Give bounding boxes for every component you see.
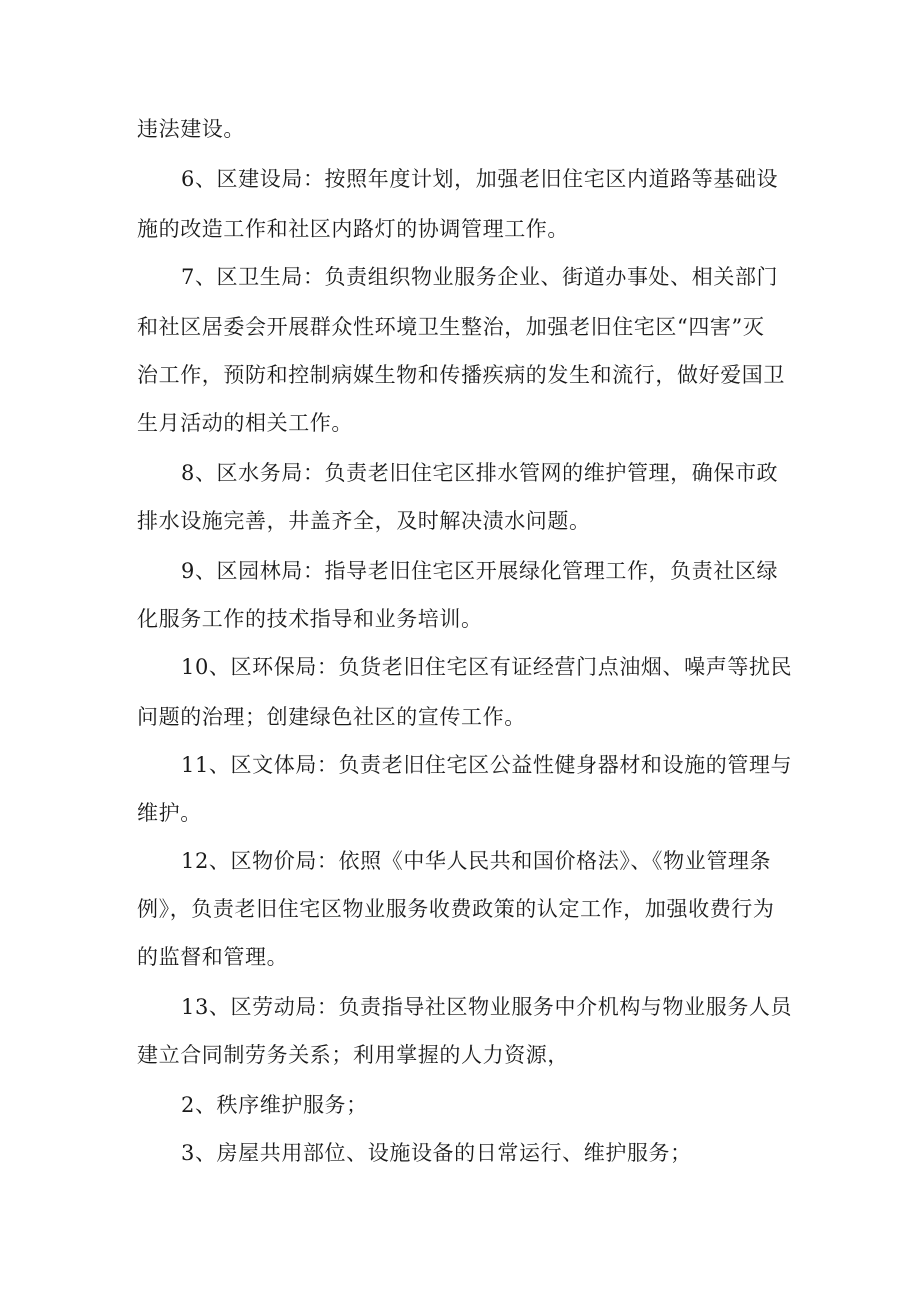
paragraph-9-line-1: 9、区园林局：指导老旧住宅区开展绿化管理工作，负责社区绿 [181, 559, 779, 583]
paragraph-8-line-2: 排水设施完善，井盖齐全，及时解决渍水问题。 [137, 509, 591, 533]
paragraph-9-line-2: 化服务工作的技术指导和业务培训。 [137, 607, 483, 631]
paragraph-8-line-1: 8、区水务局：负责老旧住宅区排水管网的维护管理，确保市政 [181, 461, 779, 485]
paragraph-7-line-2: 和社区居委会开展群众性环境卫生整治，加强老旧住宅区“四害”灭 [137, 315, 765, 339]
list-item-3: 3、房屋共用部位、设施设备的日常运行、维护服务； [181, 1141, 692, 1165]
paragraph-10-line-1: 10、区环保局：负货老旧住宅区有证经营门点油烟、噪声等扰民 [181, 655, 793, 679]
paragraph-12-line-1: 12、区物价局：依照《中华人民共和国价格法》、《物业管理条 [181, 849, 772, 873]
list-item-2: 2、秩序维护服务； [181, 1093, 368, 1117]
paragraph-12-line-3: 的监督和管理。 [137, 945, 289, 969]
paragraph-11-line-2: 维护。 [137, 801, 202, 825]
text-line: 违法建设。 [137, 117, 245, 141]
paragraph-13-line-2: 建立合同制劳务关系；利用掌握的人力资源， [137, 1043, 569, 1067]
paragraph-6-line-1: 6、区建设局：按照年度计划，加强老旧住宅区内道路等基础设 [181, 167, 779, 191]
paragraph-7-line-4: 生月活动的相关工作。 [137, 411, 353, 435]
paragraph-10-line-2: 问题的治理；创建绿色社区的宣传工作。 [137, 705, 526, 729]
paragraph-13-line-1: 13、区劳动局：负责指导社区物业服务中介机构与物业服务人员 [181, 995, 793, 1019]
paragraph-12-line-2: 例》，负责老旧住宅区物业服务收费政策的认定工作，加强收费行为 [137, 897, 775, 921]
paragraph-6-line-2: 施的改造工作和社区内路灯的协调管理工作。 [137, 217, 569, 241]
paragraph-7-line-3: 治工作，预防和控制病媒生物和传播疾病的发生和流行，做好爱国卫 [137, 363, 785, 387]
paragraph-11-line-1: 11、区文体局：负责老旧住宅区公益性健身器材和设施的管理与 [181, 753, 793, 777]
paragraph-7-line-1: 7、区卫生局：负责组织物业服务企业、街道办事处、相关部门 [181, 265, 779, 289]
